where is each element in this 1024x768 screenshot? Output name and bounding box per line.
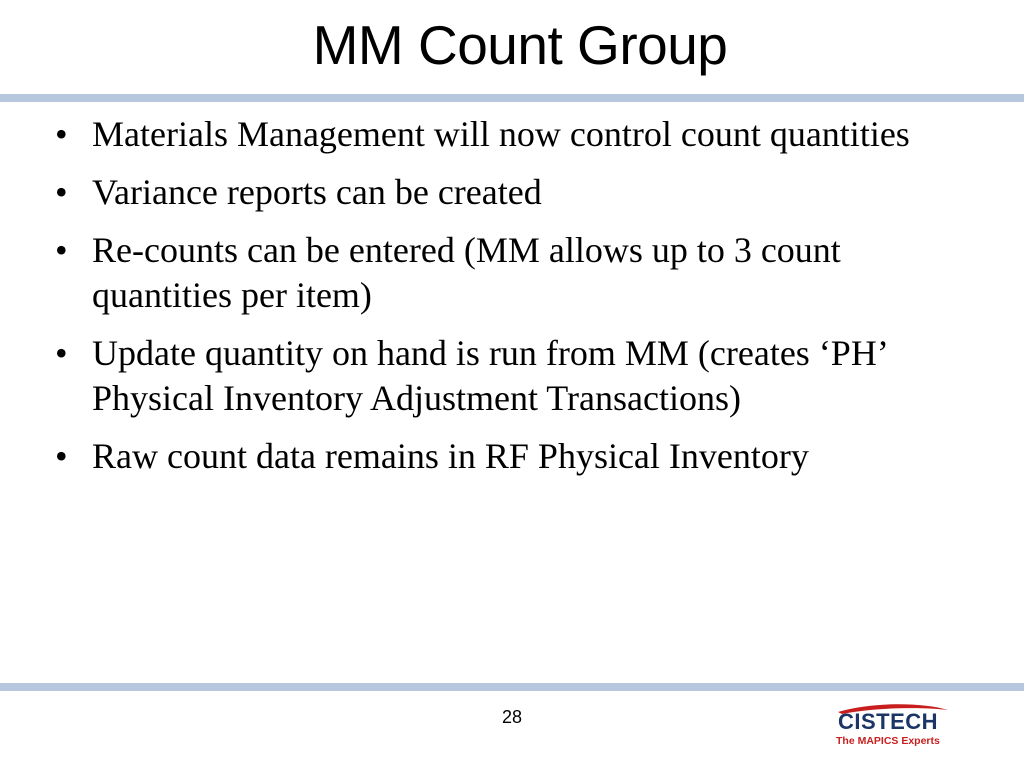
- bullet-marker: •: [55, 114, 68, 154]
- bullet-text: Update quantity on hand is run from MM (creates ‘PH’ Physical Inventory Adjustment Transactions): [92, 333, 887, 418]
- bullet-text: Raw count data remains in RF Physical Inventory: [92, 436, 809, 476]
- logo-tagline: The MAPICS Experts: [836, 735, 940, 747]
- bullet-item: [55, 170, 965, 215]
- bullet-item: [55, 434, 965, 479]
- bullet-text: Re-counts can be entered (MM allows up to 3 count quantities per item): [92, 230, 841, 315]
- bullet-text: Variance reports can be created: [92, 172, 542, 212]
- top-divider: [0, 94, 1024, 102]
- bullet-item: [55, 331, 965, 421]
- bullet-marker: •: [55, 436, 68, 476]
- bottom-divider: [0, 683, 1024, 691]
- bullet-marker: •: [55, 172, 68, 212]
- logo-wordmark: CISTECH: [838, 709, 939, 734]
- slide-title: MM Count Group: [312, 14, 728, 76]
- bullet-list: [55, 112, 965, 492]
- page-number: 28: [501, 707, 523, 727]
- bullet-marker: •: [55, 230, 68, 270]
- bullet-item: [55, 228, 965, 318]
- bullet-text: Materials Management will now control count quantities: [92, 114, 910, 154]
- bullet-item: [55, 112, 965, 157]
- bullet-marker: •: [55, 333, 68, 373]
- company-logo: [832, 704, 956, 750]
